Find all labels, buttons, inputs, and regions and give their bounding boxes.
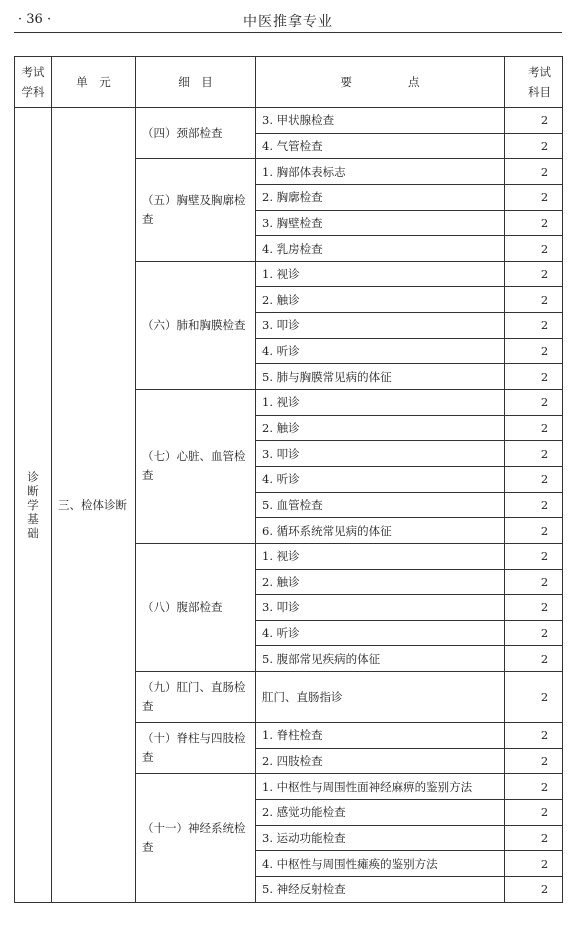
level-cell: 2 xyxy=(505,466,563,492)
col-header-item: 细 目 xyxy=(136,57,256,108)
point-cell: 2. 胸廓检查 xyxy=(256,184,505,210)
level-cell: 2 xyxy=(505,620,563,646)
level-cell: 2 xyxy=(505,543,563,569)
point-cell: 3. 甲状腺检查 xyxy=(256,108,505,134)
level-cell: 2 xyxy=(505,133,563,159)
point-cell: 1. 视诊 xyxy=(256,543,505,569)
point-cell: 1. 胸部体表标志 xyxy=(256,159,505,185)
level-cell: 2 xyxy=(505,313,563,339)
point-cell: 5. 肺与胸膜常见病的体征 xyxy=(256,364,505,390)
point-cell: 2. 感觉功能检查 xyxy=(256,800,505,826)
level-cell: 2 xyxy=(505,723,563,749)
point-cell: 1. 中枢性与周围性面神经麻痹的鉴别方法 xyxy=(256,774,505,800)
level-cell: 2 xyxy=(505,108,563,134)
table-header-row xyxy=(15,57,563,108)
col-header-unit: 单 元 xyxy=(52,57,136,108)
col-header-points xyxy=(256,57,505,108)
item-cell: （十一）神经系统检查 xyxy=(136,774,256,902)
point-cell: 2. 四肢检查 xyxy=(256,748,505,774)
page-header xyxy=(14,8,562,32)
item-cell: （十）脊柱与四肢检查 xyxy=(136,723,256,774)
unit-cell: 三、检体诊断 xyxy=(52,108,136,903)
level-cell: 2 xyxy=(505,210,563,236)
point-cell: 4. 乳房检查 xyxy=(256,236,505,262)
subject-cell xyxy=(15,108,52,903)
col-header-level xyxy=(505,57,563,108)
item-cell: （七）心脏、血管检查 xyxy=(136,390,256,544)
item-cell: （四）颈部检查 xyxy=(136,108,256,159)
table-row xyxy=(15,108,563,134)
level-cell: 2 xyxy=(505,390,563,416)
level-cell: 2 xyxy=(505,518,563,544)
header-rule xyxy=(14,32,562,33)
table-body xyxy=(15,108,563,903)
level-cell: 2 xyxy=(505,774,563,800)
point-cell: 2. 触诊 xyxy=(256,415,505,441)
point-cell: 4. 中枢性与周围性瘫痪的鉴别方法 xyxy=(256,851,505,877)
point-cell: 2. 触诊 xyxy=(256,569,505,595)
level-cell: 2 xyxy=(505,492,563,518)
level-cell: 2 xyxy=(505,338,563,364)
point-cell: 1. 视诊 xyxy=(256,261,505,287)
point-cell: 4. 听诊 xyxy=(256,620,505,646)
point-cell: 4. 气管检查 xyxy=(256,133,505,159)
level-cell: 2 xyxy=(505,876,563,902)
subject-text: 诊断学基础 xyxy=(27,469,39,540)
col-header-subject xyxy=(15,57,52,108)
level-cell: 2 xyxy=(505,415,563,441)
point-cell: 1. 视诊 xyxy=(256,390,505,416)
point-cell: 5. 腹部常见疾病的体征 xyxy=(256,646,505,672)
level-cell: 2 xyxy=(505,646,563,672)
level-cell: 2 xyxy=(505,287,563,313)
level-cell: 2 xyxy=(505,184,563,210)
level-cell: 2 xyxy=(505,851,563,877)
item-cell: （五）胸壁及胸廓检查 xyxy=(136,159,256,262)
level-cell: 2 xyxy=(505,595,563,621)
level-cell: 2 xyxy=(505,261,563,287)
point-cell: 肛门、直肠指诊 xyxy=(256,672,505,723)
point-cell: 4. 听诊 xyxy=(256,338,505,364)
point-cell: 1. 脊柱检查 xyxy=(256,723,505,749)
point-cell: 5. 血管检查 xyxy=(256,492,505,518)
level-cell: 2 xyxy=(505,825,563,851)
col-header-points-char-2: 点 xyxy=(408,75,420,89)
page-number: · 36 · xyxy=(18,12,52,27)
point-cell: 3. 叩诊 xyxy=(256,313,505,339)
item-cell: （六）肺和胸膜检查 xyxy=(136,261,256,389)
col-header-points-char-1: 要 xyxy=(340,75,352,89)
point-cell: 6. 循环系统常见病的体征 xyxy=(256,518,505,544)
item-cell: （八）腹部检查 xyxy=(136,543,256,671)
level-cell: 2 xyxy=(505,441,563,467)
point-cell: 3. 胸壁检查 xyxy=(256,210,505,236)
level-cell: 2 xyxy=(505,569,563,595)
running-title: 中医推拿专业 xyxy=(243,14,333,30)
point-cell: 4. 听诊 xyxy=(256,466,505,492)
level-cell: 2 xyxy=(505,672,563,723)
col-header-level-text: 考试 科目 xyxy=(528,65,551,99)
level-cell: 2 xyxy=(505,800,563,826)
level-cell: 2 xyxy=(505,159,563,185)
level-cell: 2 xyxy=(505,236,563,262)
point-cell: 3. 叩诊 xyxy=(256,595,505,621)
point-cell: 5. 神经反射检查 xyxy=(256,876,505,902)
level-cell: 2 xyxy=(505,364,563,390)
col-header-subject-text: 考试 学科 xyxy=(21,65,45,99)
point-cell: 2. 触诊 xyxy=(256,287,505,313)
level-cell: 2 xyxy=(505,748,563,774)
item-cell: （九）肛门、直肠检查 xyxy=(136,672,256,723)
point-cell: 3. 运动功能检查 xyxy=(256,825,505,851)
syllabus-table xyxy=(14,56,563,903)
point-cell: 3. 叩诊 xyxy=(256,441,505,467)
